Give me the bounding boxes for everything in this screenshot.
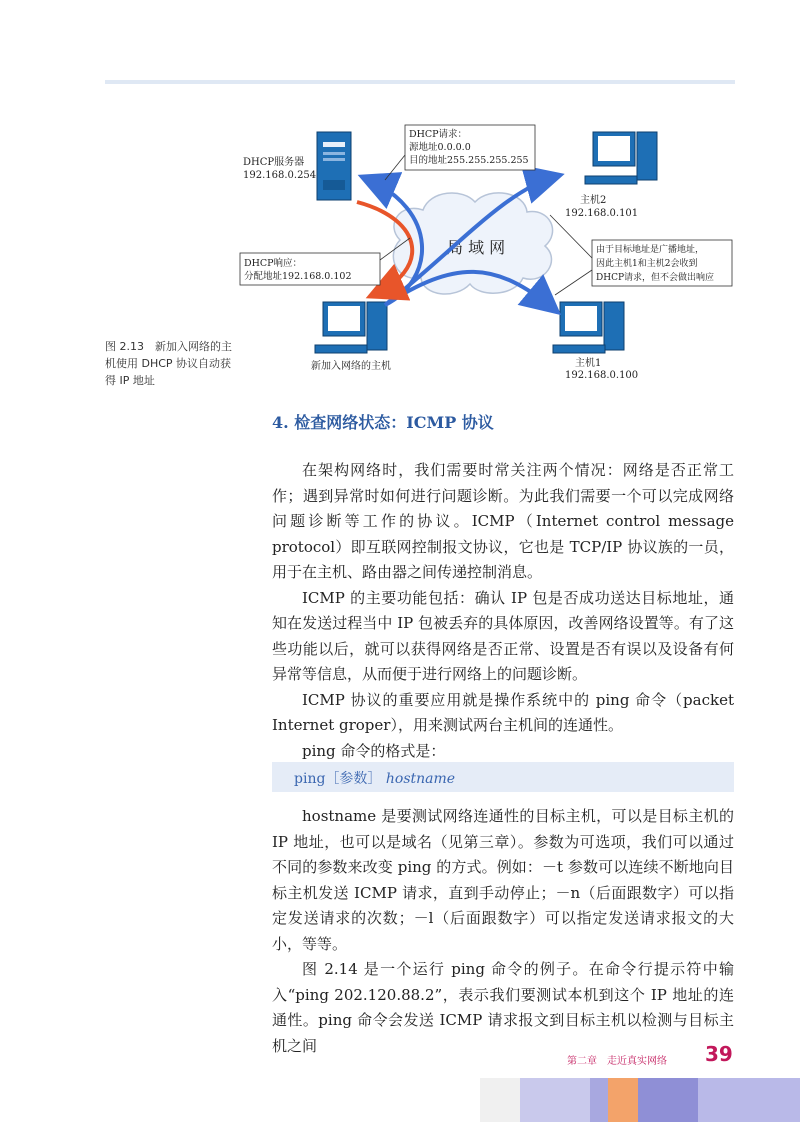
- header-rule: [105, 80, 735, 84]
- host1-computer-icon: [553, 302, 624, 353]
- new-host-computer-icon: [315, 302, 387, 353]
- host2-ip: 192.168.0.101: [565, 208, 639, 219]
- stripe: [608, 1078, 638, 1122]
- host2-label: 主机2: [580, 195, 607, 206]
- body-text-block-1: [272, 458, 734, 764]
- host1-label: 主机1: [575, 358, 602, 369]
- paragraph: ping 命令的格式是：: [302, 741, 446, 760]
- ping-arg: hostname: [385, 771, 456, 787]
- paragraph: ICMP 协议的重要应用就是操作系统中的 ping 命令（packet Internet groper），用来测试两台主机间的连通性。: [272, 690, 734, 734]
- paragraph: hostname 是要测试网络连通性的目标主机，可以是目标主机的 IP 地址，也可以是域名（见第三章）。参数为可选项，我们可以通过不同的参数来改变 ping 的方式。例如：－t 参数可以连续不断地向目标主机发送 ICMP 请求，直到手动停止；－n（后面跟数字）可以指定发送请求的次数；－l（后面跟数字）可以指定发送请求报文的大小，等等。: [272, 807, 734, 953]
- section-title: 4. 检查网络状态：ICMP 协议: [272, 413, 494, 432]
- ping-command: ping［参数］: [294, 771, 382, 787]
- chapter-footer: 第二章 走近真实网络: [567, 1056, 667, 1067]
- ping-syntax: [294, 768, 455, 788]
- paragraph: 在架构网络时，我们需要时常关注两个情况：网络是否正常工作；遇到异常时如何进行问题诊断。为此我们需要一个可以完成网络问题诊断等工作的协议。ICMP（Internet control message protocol）即互联网控制报文协议，它也是 TCP/IP 协议族的一员，用于在主机、路由器之间传递控制消息。: [272, 461, 734, 581]
- dhcp-request-callout: [385, 125, 535, 180]
- broadcast-callout: [550, 215, 732, 295]
- request-line-3: 目的地址255.255.255.255: [409, 155, 529, 166]
- figure-caption: 图 2.13 新加入网络的主机使用 DHCP 协议自动获得 IP 地址: [105, 340, 232, 387]
- paragraph: 图 2.14 是一个运行 ping 命令的例子。在命令行提示符中输入“ping 202.120.88.2”，表示我们要测试本机到这个 IP 地址的连通性。ping 命令会发送 ICMP 请求报文到目标主机以检测与目标主机之间: [272, 960, 734, 1055]
- request-line-1: DHCP请求：: [409, 129, 468, 140]
- stripe: [698, 1078, 800, 1122]
- server-ip: 192.168.0.254: [243, 170, 317, 181]
- cloud-label: 局 域 网: [447, 238, 506, 257]
- response-line-2: 分配地址192.168.0.102: [244, 271, 352, 282]
- stripe: [520, 1078, 590, 1122]
- stripe: [638, 1078, 698, 1122]
- host2-computer-icon: [585, 132, 657, 184]
- dhcp-response-callout: [240, 238, 410, 285]
- stripe: [480, 1078, 520, 1122]
- broadcast-line-3: DHCP请求，但不会做出响应: [596, 273, 715, 283]
- broadcast-line-1: 由于目标地址是广播地址，: [596, 245, 705, 255]
- decorative-stripes: [480, 1078, 800, 1122]
- ping-syntax-box: [272, 762, 734, 792]
- response-line-1: DHCP响应：: [244, 258, 303, 269]
- new-host-label: 新加入网络的主机: [311, 361, 391, 372]
- paragraph: ICMP 的主要功能包括：确认 IP 包是否成功送达目标地址，通知在发送过程当中 IP 包被丢弃的具体原因，改善网络设置等。有了这些功能以后，就可以获得网络是否正常、设置是否有误以及设备有何异常等信息，从而便于进行网络上的问题诊断。: [272, 588, 734, 683]
- broadcast-line-2: 因此主机1和主机2会收到: [596, 259, 698, 269]
- request-line-2: 源地址0.0.0.0: [409, 142, 471, 153]
- dhcp-server-icon: [317, 132, 351, 200]
- host1-ip: 192.168.0.100: [565, 370, 639, 381]
- page-number: 39: [705, 1042, 733, 1066]
- stripe: [590, 1078, 608, 1122]
- body-text-block-2: [272, 804, 734, 1059]
- dhcp-network-diagram: [235, 120, 735, 382]
- server-label: DHCP服务器: [243, 157, 305, 168]
